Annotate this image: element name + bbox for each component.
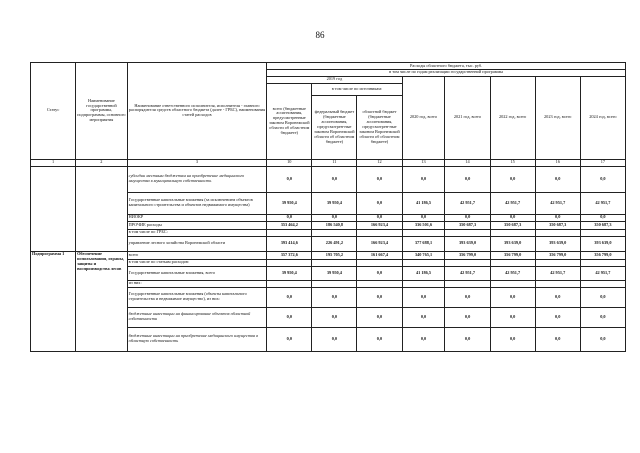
col-number: 11 bbox=[312, 159, 357, 166]
value-cell bbox=[445, 280, 490, 287]
value-cell bbox=[490, 280, 535, 287]
value-cell: 0,0 bbox=[267, 287, 312, 307]
value-cell: 42 951,7 bbox=[580, 192, 625, 214]
value-cell: 0,0 bbox=[580, 307, 625, 327]
value-cell: 42 951,7 bbox=[535, 192, 580, 214]
value-cell bbox=[580, 229, 625, 236]
value-cell: 0,0 bbox=[357, 192, 402, 214]
value-cell: 166 923,4 bbox=[357, 221, 402, 229]
budget-table bbox=[30, 62, 626, 352]
value-cell: 39 950,4 bbox=[312, 192, 357, 214]
value-cell: 0,0 bbox=[402, 214, 445, 221]
value-cell: 0,0 bbox=[357, 307, 402, 327]
row-label: бюджетные инвестиции на финансирование объектов областной собственности bbox=[127, 307, 267, 327]
value-cell: 0,0 bbox=[357, 266, 402, 280]
header-federal-2019: федеральный бюджет (бюджетные ассигнования, предусмотрен-ные законом Воронежской области об областном бюджете) bbox=[312, 95, 357, 159]
value-cell: 0,0 bbox=[535, 307, 580, 327]
program-cell-empty bbox=[76, 166, 128, 251]
col-number: 14 bbox=[445, 159, 490, 166]
value-cell: 0,0 bbox=[312, 214, 357, 221]
value-cell bbox=[357, 259, 402, 266]
value-cell: 0,0 bbox=[402, 166, 445, 192]
header-program-name: Наименование государственной программы, подпрограммы, основного мероприятия bbox=[76, 63, 128, 160]
value-cell bbox=[580, 259, 625, 266]
value-cell bbox=[402, 259, 445, 266]
value-cell: 0,0 bbox=[357, 327, 402, 351]
value-cell: 0,0 bbox=[535, 327, 580, 351]
value-cell: 357 372,6 bbox=[267, 251, 312, 259]
row-label: из них: bbox=[127, 280, 267, 287]
value-cell: 39 950,4 bbox=[267, 266, 312, 280]
value-cell bbox=[490, 229, 535, 236]
col-number: 3 bbox=[127, 159, 267, 166]
col-number: 1 bbox=[31, 159, 76, 166]
value-cell: 0,0 bbox=[445, 214, 490, 221]
status-cell-empty bbox=[31, 166, 76, 251]
value-cell: 161 667,4 bbox=[357, 251, 402, 259]
value-cell: 166 923,4 bbox=[357, 236, 402, 251]
row-label: ПРОЧИЕ расходы bbox=[127, 221, 267, 229]
row-label: управление лесного хозяйства Воронежской области bbox=[127, 236, 267, 251]
value-cell: 0,0 bbox=[267, 307, 312, 327]
value-cell: 0,0 bbox=[490, 214, 535, 221]
header-total-2019: всего (бюджетные ассигнования, предусмотренные законом Воронежской области об областном бюджете) bbox=[267, 83, 312, 159]
value-cell bbox=[535, 259, 580, 266]
row-label: Государственные капитальные вложения, всего bbox=[127, 266, 267, 280]
value-cell bbox=[312, 280, 357, 287]
table-row bbox=[31, 251, 626, 259]
value-cell: 39 950,4 bbox=[312, 266, 357, 280]
value-cell: 356 799,0 bbox=[535, 251, 580, 259]
header-2021: 2021 год, всего bbox=[445, 76, 490, 159]
header-regional-2019: областной бюджет (бюджетные ассигнования, предусмотрен-ные законом Воронежской области об областном бюджете) bbox=[357, 95, 402, 159]
header-2022: 2022 год, всего bbox=[490, 76, 535, 159]
value-cell bbox=[267, 280, 312, 287]
row-label: бюджетные инвестиции на приобретение медицинского имущества в областную собственность bbox=[127, 327, 267, 351]
row-label: всего bbox=[127, 251, 267, 259]
value-cell: 0,0 bbox=[267, 214, 312, 221]
value-cell: 41 186,5 bbox=[402, 266, 445, 280]
value-cell: 350 687,3 bbox=[445, 221, 490, 229]
value-cell: 336 501,6 bbox=[402, 221, 445, 229]
value-cell: 393 639,0 bbox=[445, 236, 490, 251]
col-number: 13 bbox=[402, 159, 445, 166]
value-cell: 0,0 bbox=[402, 307, 445, 327]
value-cell bbox=[402, 229, 445, 236]
value-cell: 0,0 bbox=[312, 327, 357, 351]
value-cell: 0,0 bbox=[312, 307, 357, 327]
value-cell: 356 799,0 bbox=[580, 251, 625, 259]
value-cell: 42 951,7 bbox=[445, 266, 490, 280]
value-cell: 42 951,7 bbox=[580, 266, 625, 280]
header-status: Статус bbox=[31, 63, 76, 160]
row-label: НИОКР bbox=[127, 214, 267, 221]
value-cell: 0,0 bbox=[490, 166, 535, 192]
value-cell: 0,0 bbox=[535, 166, 580, 192]
row-label: субсидии местным бюджетам на приобретение медицинского имущества в муниципальную собственность bbox=[127, 166, 267, 192]
value-cell bbox=[445, 259, 490, 266]
value-cell: 226 491,2 bbox=[312, 236, 357, 251]
value-cell: 42 951,7 bbox=[445, 192, 490, 214]
value-cell: 42 951,7 bbox=[490, 266, 535, 280]
value-cell: 0,0 bbox=[490, 307, 535, 327]
value-cell: 350 687,3 bbox=[535, 221, 580, 229]
value-cell: 340 765,1 bbox=[402, 251, 445, 259]
header-2024: 2024 год, всего bbox=[580, 76, 625, 159]
value-cell: 0,0 bbox=[445, 287, 490, 307]
value-cell: 0,0 bbox=[490, 327, 535, 351]
value-cell: 0,0 bbox=[402, 327, 445, 351]
value-cell bbox=[445, 229, 490, 236]
col-number: 17 bbox=[580, 159, 625, 166]
value-cell: 0,0 bbox=[445, 327, 490, 351]
value-cell: 0,0 bbox=[312, 166, 357, 192]
value-cell: 0,0 bbox=[402, 287, 445, 307]
value-cell bbox=[490, 259, 535, 266]
value-cell bbox=[580, 280, 625, 287]
value-cell: 350 687,3 bbox=[490, 221, 535, 229]
header-executor-name: Наименование ответственного исполнителя, исполнителя - главного распорядителя средств областного бюджета (далее - ГРБС), наименования статей расходов bbox=[127, 63, 267, 160]
value-cell: 0,0 bbox=[267, 327, 312, 351]
value-cell: 0,0 bbox=[490, 287, 535, 307]
value-cell bbox=[312, 229, 357, 236]
table-body-subprogram bbox=[31, 251, 626, 351]
row-label: в том числе по ГРБС: bbox=[127, 229, 267, 236]
value-cell bbox=[357, 229, 402, 236]
value-cell bbox=[267, 259, 312, 266]
subprogram-status: Подпрограмма 1 bbox=[31, 251, 76, 351]
value-cell bbox=[535, 280, 580, 287]
value-cell bbox=[312, 259, 357, 266]
value-cell bbox=[535, 229, 580, 236]
table-row bbox=[31, 166, 626, 192]
value-cell: 377 688,1 bbox=[402, 236, 445, 251]
value-cell: 356 799,0 bbox=[490, 251, 535, 259]
value-cell: 393 639,0 bbox=[490, 236, 535, 251]
value-cell: 0,0 bbox=[580, 327, 625, 351]
row-label: Государственные капитальные вложения (за исключением объектов капитального строительства и объектов недвижимого имущества) bbox=[127, 192, 267, 214]
page-number: 86 bbox=[315, 30, 325, 40]
row-label: в том числе по статьям расходов: bbox=[127, 259, 267, 266]
subprogram-name: Обеспечение использования, охраны, защиты и воспроизводства лесов bbox=[76, 251, 128, 351]
col-number: 12 bbox=[357, 159, 402, 166]
value-cell: 356 799,0 bbox=[445, 251, 490, 259]
header-by-years-title: в том числе по годам реализации государственной программы bbox=[267, 69, 626, 76]
col-number: 16 bbox=[535, 159, 580, 166]
value-cell: 0,0 bbox=[580, 166, 625, 192]
value-cell: 0,0 bbox=[445, 166, 490, 192]
header-expenditures-title: Расходы областного бюджета, тыс. руб. bbox=[267, 63, 626, 70]
value-cell: 350 687,3 bbox=[580, 221, 625, 229]
value-cell: 0,0 bbox=[580, 287, 625, 307]
value-cell: 0,0 bbox=[267, 166, 312, 192]
value-cell: 0,0 bbox=[357, 214, 402, 221]
value-cell: 0,0 bbox=[357, 287, 402, 307]
col-number: 15 bbox=[490, 159, 535, 166]
value-cell: 42 951,7 bbox=[490, 192, 535, 214]
header-2023: 2023 год, всего bbox=[535, 76, 580, 159]
column-number-row bbox=[31, 159, 626, 166]
header-of-which-sources: в том числе по источникам: bbox=[312, 83, 402, 95]
value-cell: 0,0 bbox=[445, 307, 490, 327]
header-2020: 2020 год, всего bbox=[402, 76, 445, 159]
value-cell bbox=[402, 280, 445, 287]
value-cell: 353 464,2 bbox=[267, 221, 312, 229]
header-year-2019: 2019 год bbox=[267, 76, 402, 83]
value-cell bbox=[267, 229, 312, 236]
value-cell: 0,0 bbox=[535, 214, 580, 221]
value-cell: 0,0 bbox=[580, 214, 625, 221]
value-cell: 393 414,6 bbox=[267, 236, 312, 251]
table-body-top bbox=[31, 166, 626, 251]
value-cell bbox=[357, 280, 402, 287]
col-number: 2 bbox=[76, 159, 128, 166]
value-cell: 393 639,0 bbox=[535, 236, 580, 251]
value-cell: 0,0 bbox=[357, 166, 402, 192]
value-cell: 393 639,0 bbox=[580, 236, 625, 251]
value-cell: 42 951,7 bbox=[535, 266, 580, 280]
value-cell: 195 705,2 bbox=[312, 251, 357, 259]
value-cell: 41 186,5 bbox=[402, 192, 445, 214]
col-number: 10 bbox=[267, 159, 312, 166]
value-cell: 0,0 bbox=[535, 287, 580, 307]
value-cell: 39 950,4 bbox=[267, 192, 312, 214]
value-cell: 0,0 bbox=[312, 287, 357, 307]
value-cell: 186 540,8 bbox=[312, 221, 357, 229]
row-label: Государственные капитальные вложения (объекты капитального строительства и недвижимое имущество), из них: bbox=[127, 287, 267, 307]
